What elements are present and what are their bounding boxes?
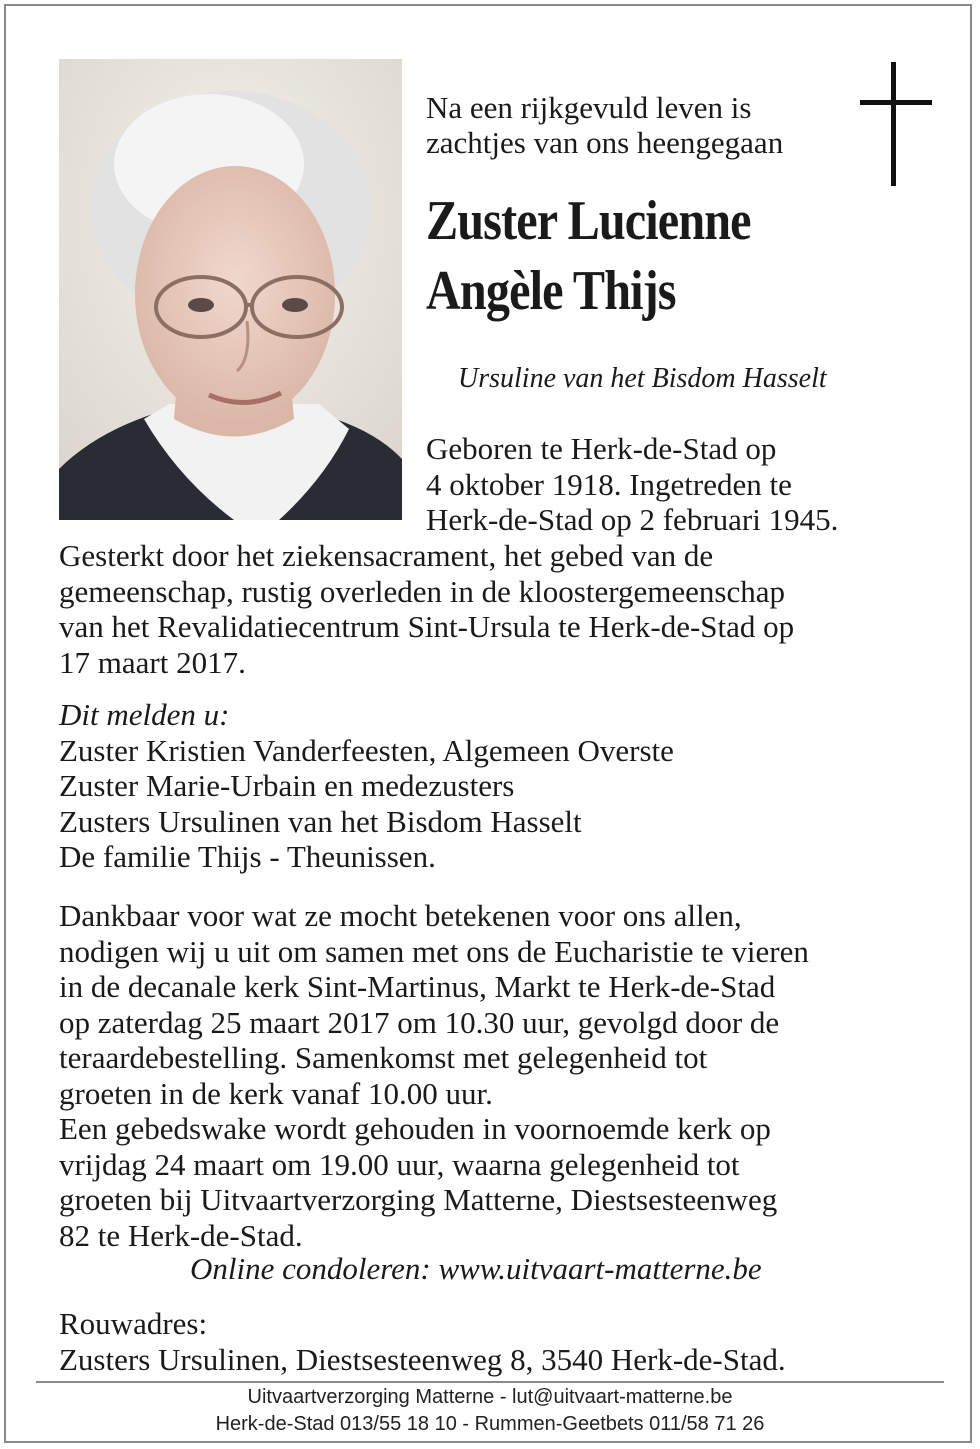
service-line: Een gebedswake wordt gehouden in voornoemde kerk op bbox=[59, 1111, 771, 1146]
announcers-block bbox=[59, 697, 674, 875]
bio-line: gemeenschap, rustig overleden in de kloostergemeenschap bbox=[59, 573, 785, 609]
service-line: op zaterdag 25 maart 2017 om 10.30 uur, gevolgd door de bbox=[59, 1004, 780, 1040]
bio-line: Geboren te Herk-de-Stad op bbox=[426, 431, 777, 466]
service-line: Dankbaar voor wat ze mocht betekenen voor ons allen, bbox=[59, 898, 742, 933]
address-block bbox=[59, 1306, 786, 1377]
announce-label: Dit melden u: bbox=[59, 697, 230, 732]
intro-line: Na een rijkgevuld leven is bbox=[426, 90, 752, 125]
service-line: teraardebestelling. Samenkomst met gelegenheid tot bbox=[59, 1040, 708, 1075]
deceased-name bbox=[426, 186, 787, 326]
intro-text bbox=[426, 90, 846, 160]
service-line: in de decanale kerk Sint-Martinus, Markt te Herk-de-Stad bbox=[59, 969, 776, 1004]
service-line: vrijdag 24 maart om 19.00 uur, waarna gelegenheid tot bbox=[59, 1146, 740, 1182]
bio-line: Herk-de-Stad op 2 februari 1945. bbox=[426, 502, 839, 537]
address-line: Zusters Ursulinen, Diestsesteenweg 8, 3540 Herk-de-Stad. bbox=[59, 1341, 786, 1377]
footer-divider bbox=[36, 1381, 944, 1383]
intro-line: zachtjes van ons heengegaan bbox=[426, 125, 784, 160]
footer-line: Uitvaartverzorging Matterne - lut@uitvaart-matterne.be bbox=[247, 1386, 733, 1408]
name-line: Angèle Thijs bbox=[426, 260, 676, 322]
announcer-line: Zuster Marie-Urbain en medezusters bbox=[59, 768, 515, 803]
footer bbox=[0, 1384, 980, 1438]
bio-line: van het Revalidatiecentrum Sint-Ursula te Herk-de-Stad op bbox=[59, 609, 795, 644]
service-line: 82 te Herk-de-Stad. bbox=[59, 1217, 303, 1253]
condolence-link[interactable]: Online condoleren: www.uitvaart-matterne.be bbox=[190, 1251, 762, 1286]
bio-line: 4 oktober 1918. Ingetreden te bbox=[426, 466, 792, 502]
service-line: nodigen wij u uit om samen met ons de Eucharistie te vieren bbox=[59, 933, 809, 969]
service-line: groeten bij Uitvaartverzorging Matterne, Diestsesteenweg bbox=[59, 1182, 778, 1217]
bio-full bbox=[59, 538, 794, 680]
footer-line: Herk-de-Stad 013/55 18 10 - Rummen-Geetbets 011/58 71 26 bbox=[215, 1413, 765, 1435]
service-line: groeten in de kerk vanaf 10.00 uur. bbox=[59, 1075, 493, 1111]
cross-icon bbox=[858, 62, 934, 186]
bio-side bbox=[426, 431, 838, 538]
bio-line: Gesterkt door het ziekensacrament, het gebed van de bbox=[59, 538, 714, 573]
announcer-line: De familie Thijs - Theunissen. bbox=[59, 839, 436, 874]
portrait-photo bbox=[59, 59, 402, 520]
service-block bbox=[59, 898, 809, 1253]
announcer-line: Zusters Ursulinen van het Bisdom Hasselt bbox=[59, 803, 582, 839]
announcer-line: Zuster Kristien Vanderfeesten, Algemeen Overste bbox=[59, 732, 674, 768]
name-line: Zuster Lucienne bbox=[426, 190, 751, 252]
religious-order: Ursuline van het Bisdom Hasselt bbox=[458, 363, 827, 394]
bio-line: 17 maart 2017. bbox=[59, 644, 246, 680]
address-label: Rouwadres: bbox=[59, 1306, 208, 1341]
